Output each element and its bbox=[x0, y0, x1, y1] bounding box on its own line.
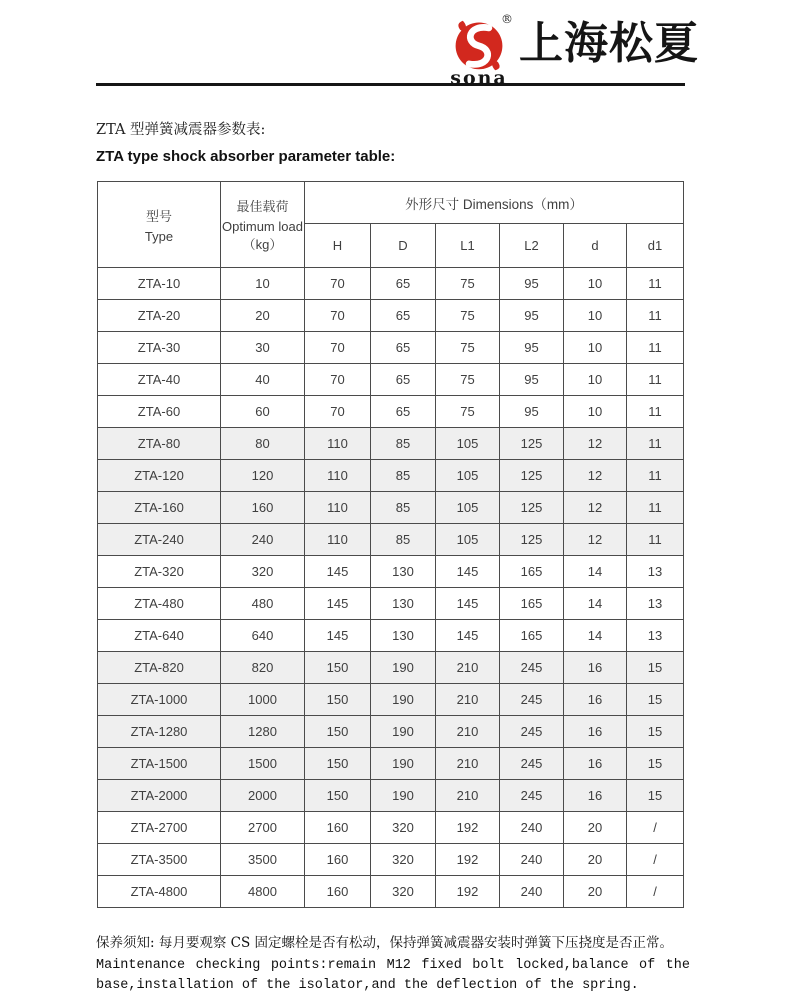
model-cell: ZTA-240 bbox=[98, 524, 221, 556]
value-cell: 12 bbox=[564, 460, 627, 492]
value-cell: 16 bbox=[564, 748, 627, 780]
value-cell: 3500 bbox=[221, 844, 305, 876]
model-cell: ZTA-10 bbox=[98, 268, 221, 300]
value-cell: 110 bbox=[305, 492, 371, 524]
value-cell: 11 bbox=[627, 428, 684, 460]
value-cell: 75 bbox=[436, 396, 500, 428]
value-cell: 10 bbox=[564, 396, 627, 428]
value-cell: 145 bbox=[305, 620, 371, 652]
value-cell: 85 bbox=[371, 524, 436, 556]
company-name: 上海松夏 bbox=[519, 19, 699, 68]
value-cell: 80 bbox=[221, 428, 305, 460]
value-cell: 2700 bbox=[221, 812, 305, 844]
model-cell: ZTA-1280 bbox=[98, 716, 221, 748]
value-cell: 13 bbox=[627, 620, 684, 652]
maintenance-note-en-line2: base,installation of the isolator,and the deflection of the spring. bbox=[96, 977, 639, 993]
value-cell: 75 bbox=[436, 332, 500, 364]
value-cell: 160 bbox=[305, 876, 371, 908]
value-cell: 1500 bbox=[221, 748, 305, 780]
value-cell: 320 bbox=[371, 876, 436, 908]
model-cell: ZTA-320 bbox=[98, 556, 221, 588]
value-cell: 20 bbox=[564, 876, 627, 908]
table-row bbox=[98, 620, 684, 652]
maintenance-note bbox=[96, 931, 690, 994]
table-row bbox=[98, 812, 684, 844]
value-cell: 20 bbox=[564, 812, 627, 844]
parameter-table bbox=[97, 181, 684, 908]
value-cell: 820 bbox=[221, 652, 305, 684]
value-cell: 125 bbox=[500, 492, 564, 524]
value-cell: 190 bbox=[371, 716, 436, 748]
table-row bbox=[98, 524, 684, 556]
value-cell: 70 bbox=[305, 332, 371, 364]
sona-logo-mark bbox=[445, 12, 513, 88]
value-cell: 150 bbox=[305, 684, 371, 716]
value-cell: 210 bbox=[436, 780, 500, 812]
value-cell: 130 bbox=[371, 556, 436, 588]
value-cell: 192 bbox=[436, 876, 500, 908]
value-cell: 20 bbox=[221, 300, 305, 332]
value-cell: 245 bbox=[500, 716, 564, 748]
value-cell: 16 bbox=[564, 684, 627, 716]
value-cell: 14 bbox=[564, 588, 627, 620]
value-cell: / bbox=[627, 812, 684, 844]
value-cell: 165 bbox=[500, 556, 564, 588]
value-cell: 240 bbox=[500, 812, 564, 844]
model-cell: ZTA-160 bbox=[98, 492, 221, 524]
value-cell: 165 bbox=[500, 588, 564, 620]
value-cell: 85 bbox=[371, 428, 436, 460]
value-cell: 480 bbox=[221, 588, 305, 620]
value-cell: 2000 bbox=[221, 780, 305, 812]
table-row bbox=[98, 748, 684, 780]
value-cell: 190 bbox=[371, 748, 436, 780]
value-cell: 192 bbox=[436, 844, 500, 876]
value-cell: 11 bbox=[627, 492, 684, 524]
value-cell: 12 bbox=[564, 428, 627, 460]
value-cell: 190 bbox=[371, 652, 436, 684]
value-cell: 105 bbox=[436, 524, 500, 556]
model-cell: ZTA-820 bbox=[98, 652, 221, 684]
value-cell: 70 bbox=[305, 396, 371, 428]
value-cell: 160 bbox=[305, 812, 371, 844]
value-cell: 105 bbox=[436, 460, 500, 492]
value-cell: 75 bbox=[436, 268, 500, 300]
header-type-zh: 型号 bbox=[145, 208, 172, 224]
value-cell: 65 bbox=[371, 268, 436, 300]
value-cell: 20 bbox=[564, 844, 627, 876]
value-cell: 150 bbox=[305, 652, 371, 684]
header-col-d1: d1 bbox=[627, 224, 684, 268]
model-cell: ZTA-480 bbox=[98, 588, 221, 620]
value-cell: 12 bbox=[564, 492, 627, 524]
value-cell: 15 bbox=[627, 780, 684, 812]
value-cell: 10 bbox=[564, 300, 627, 332]
header-dimensions: 外形尺寸 Dimensions（mm） bbox=[305, 182, 684, 224]
model-cell: ZTA-1500 bbox=[98, 748, 221, 780]
value-cell: 145 bbox=[436, 556, 500, 588]
header-col-L1: L1 bbox=[436, 224, 500, 268]
header-type-en: Type bbox=[144, 228, 174, 244]
table-row bbox=[98, 716, 684, 748]
value-cell: 150 bbox=[305, 780, 371, 812]
model-cell: ZTA-60 bbox=[98, 396, 221, 428]
value-cell: 13 bbox=[627, 556, 684, 588]
value-cell: 70 bbox=[305, 364, 371, 396]
model-cell: ZTA-20 bbox=[98, 300, 221, 332]
header-divider bbox=[96, 83, 685, 86]
value-cell: 4800 bbox=[221, 876, 305, 908]
value-cell: 105 bbox=[436, 428, 500, 460]
value-cell: 14 bbox=[564, 556, 627, 588]
value-cell: 65 bbox=[371, 300, 436, 332]
model-cell: ZTA-40 bbox=[98, 364, 221, 396]
value-cell: 30 bbox=[221, 332, 305, 364]
registered-trademark-icon: ® bbox=[501, 12, 513, 26]
value-cell: 75 bbox=[436, 364, 500, 396]
value-cell: 95 bbox=[500, 364, 564, 396]
value-cell: 16 bbox=[564, 652, 627, 684]
value-cell: 75 bbox=[436, 300, 500, 332]
value-cell: 210 bbox=[436, 716, 500, 748]
header-load-en: Optimum load（kg） bbox=[222, 219, 303, 252]
model-cell: ZTA-80 bbox=[98, 428, 221, 460]
value-cell: 240 bbox=[500, 876, 564, 908]
value-cell: 1280 bbox=[221, 716, 305, 748]
page-title-zh: ZTA 型弹簧减震器参数表: bbox=[96, 122, 266, 138]
table-row bbox=[98, 268, 684, 300]
value-cell: 145 bbox=[305, 588, 371, 620]
table-row bbox=[98, 492, 684, 524]
table-row bbox=[98, 876, 684, 908]
value-cell: / bbox=[627, 876, 684, 908]
value-cell: 85 bbox=[371, 460, 436, 492]
value-cell: 125 bbox=[500, 460, 564, 492]
table-body bbox=[98, 268, 684, 908]
table-row bbox=[98, 780, 684, 812]
value-cell: 145 bbox=[436, 588, 500, 620]
value-cell: 640 bbox=[221, 620, 305, 652]
value-cell: 14 bbox=[564, 620, 627, 652]
value-cell: 95 bbox=[500, 396, 564, 428]
value-cell: 320 bbox=[371, 844, 436, 876]
value-cell: 11 bbox=[627, 300, 684, 332]
value-cell: 10 bbox=[564, 364, 627, 396]
value-cell: 130 bbox=[371, 588, 436, 620]
value-cell: 210 bbox=[436, 652, 500, 684]
value-cell: 145 bbox=[305, 556, 371, 588]
value-cell: 11 bbox=[627, 396, 684, 428]
value-cell: 210 bbox=[436, 748, 500, 780]
value-cell: 11 bbox=[627, 364, 684, 396]
model-cell: ZTA-3500 bbox=[98, 844, 221, 876]
header-type bbox=[98, 182, 221, 268]
value-cell: 320 bbox=[371, 812, 436, 844]
value-cell: 11 bbox=[627, 460, 684, 492]
model-cell: ZTA-120 bbox=[98, 460, 221, 492]
value-cell: 65 bbox=[371, 332, 436, 364]
table-header bbox=[98, 182, 684, 268]
header-col-D: D bbox=[371, 224, 436, 268]
value-cell: 15 bbox=[627, 716, 684, 748]
value-cell: 160 bbox=[305, 844, 371, 876]
model-cell: ZTA-30 bbox=[98, 332, 221, 364]
value-cell: 210 bbox=[436, 684, 500, 716]
value-cell: 70 bbox=[305, 300, 371, 332]
value-cell: 145 bbox=[436, 620, 500, 652]
maintenance-note-zh: 保养须知: 每月要观察 CS 固定螺栓是否有松动，保持弹簧减震器安装时弹簧下压挠度是否正常。 bbox=[96, 935, 673, 951]
value-cell: 110 bbox=[305, 460, 371, 492]
value-cell: 11 bbox=[627, 524, 684, 556]
value-cell: 60 bbox=[221, 396, 305, 428]
model-cell: ZTA-2700 bbox=[98, 812, 221, 844]
table-row bbox=[98, 588, 684, 620]
value-cell: 160 bbox=[221, 492, 305, 524]
value-cell: 16 bbox=[564, 716, 627, 748]
table-row bbox=[98, 396, 684, 428]
value-cell: 125 bbox=[500, 428, 564, 460]
value-cell: 12 bbox=[564, 524, 627, 556]
value-cell: 40 bbox=[221, 364, 305, 396]
value-cell: 245 bbox=[500, 780, 564, 812]
model-cell: ZTA-2000 bbox=[98, 780, 221, 812]
value-cell: 105 bbox=[436, 492, 500, 524]
value-cell: 1000 bbox=[221, 684, 305, 716]
value-cell: 15 bbox=[627, 684, 684, 716]
table-row bbox=[98, 556, 684, 588]
table-row bbox=[98, 428, 684, 460]
value-cell: 245 bbox=[500, 748, 564, 780]
header-col-L2: L2 bbox=[500, 224, 564, 268]
table-row bbox=[98, 300, 684, 332]
value-cell: 120 bbox=[221, 460, 305, 492]
logo-wordmark: sona bbox=[450, 67, 508, 89]
value-cell: 16 bbox=[564, 780, 627, 812]
value-cell: 192 bbox=[436, 812, 500, 844]
value-cell: 65 bbox=[371, 396, 436, 428]
value-cell: 320 bbox=[221, 556, 305, 588]
value-cell: 190 bbox=[371, 684, 436, 716]
value-cell: 150 bbox=[305, 748, 371, 780]
value-cell: 240 bbox=[500, 844, 564, 876]
header-col-d: d bbox=[564, 224, 627, 268]
value-cell: 130 bbox=[371, 620, 436, 652]
page-title-en: ZTA type shock absorber parameter table: bbox=[96, 148, 396, 165]
table-row bbox=[98, 332, 684, 364]
value-cell: 240 bbox=[221, 524, 305, 556]
value-cell: 11 bbox=[627, 332, 684, 364]
table-row bbox=[98, 684, 684, 716]
value-cell: 190 bbox=[371, 780, 436, 812]
value-cell: 65 bbox=[371, 364, 436, 396]
value-cell: 10 bbox=[564, 268, 627, 300]
table-row bbox=[98, 844, 684, 876]
table-row bbox=[98, 460, 684, 492]
company-logo bbox=[445, 12, 699, 88]
maintenance-note-en-line1: Maintenance checking points:remain M12 fixed bolt locked,balance of the bbox=[96, 958, 690, 973]
value-cell: 10 bbox=[221, 268, 305, 300]
value-cell: 150 bbox=[305, 716, 371, 748]
value-cell: 70 bbox=[305, 268, 371, 300]
table-row bbox=[98, 652, 684, 684]
header-optimum-load bbox=[221, 182, 305, 268]
value-cell: 95 bbox=[500, 268, 564, 300]
value-cell: 85 bbox=[371, 492, 436, 524]
value-cell: 13 bbox=[627, 588, 684, 620]
sona-s-icon bbox=[452, 18, 506, 72]
value-cell: 10 bbox=[564, 332, 627, 364]
value-cell: 15 bbox=[627, 652, 684, 684]
table-row bbox=[98, 364, 684, 396]
value-cell: 245 bbox=[500, 684, 564, 716]
value-cell: 15 bbox=[627, 748, 684, 780]
model-cell: ZTA-1000 bbox=[98, 684, 221, 716]
title-block bbox=[96, 118, 395, 165]
value-cell: 11 bbox=[627, 268, 684, 300]
value-cell: 95 bbox=[500, 300, 564, 332]
value-cell: 110 bbox=[305, 524, 371, 556]
value-cell: 125 bbox=[500, 524, 564, 556]
value-cell: 245 bbox=[500, 652, 564, 684]
value-cell: 165 bbox=[500, 620, 564, 652]
value-cell: / bbox=[627, 844, 684, 876]
model-cell: ZTA-640 bbox=[98, 620, 221, 652]
header-col-H: H bbox=[305, 224, 371, 268]
value-cell: 95 bbox=[500, 332, 564, 364]
value-cell: 110 bbox=[305, 428, 371, 460]
header-load-zh: 最佳载荷 bbox=[236, 199, 289, 214]
model-cell: ZTA-4800 bbox=[98, 876, 221, 908]
